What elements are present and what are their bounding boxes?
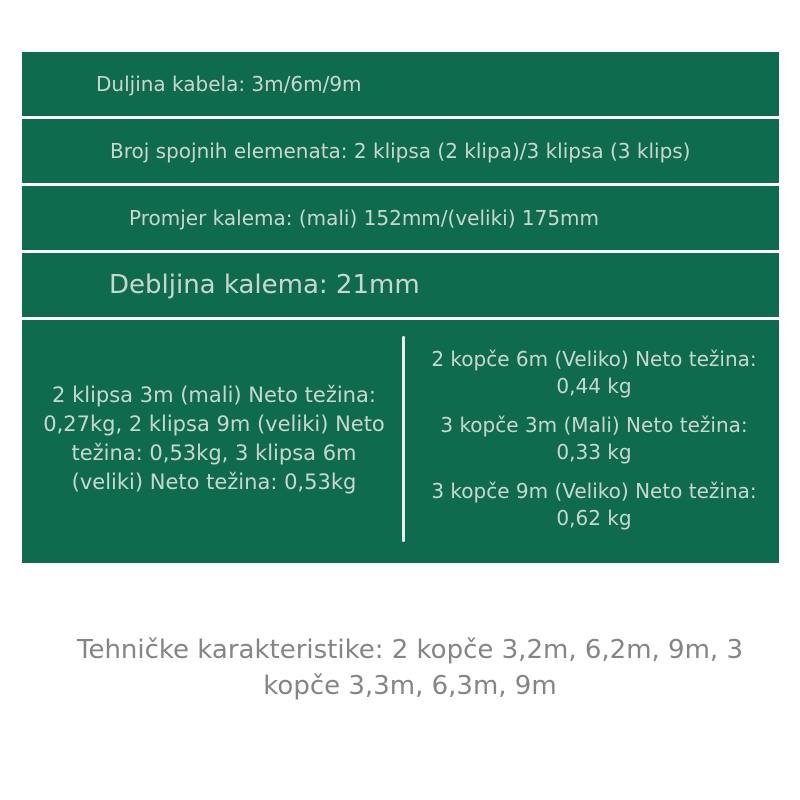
spec-row-label: Promjer kalema: (mali) 152mm/(veliki) 175mm — [129, 206, 600, 230]
spec-row-reel-thickness — [22, 253, 779, 317]
spec-row-net-weights — [22, 320, 779, 563]
spec-row-reel-diameter — [22, 186, 779, 250]
weights-right-list — [424, 346, 764, 544]
spec-row-cable-length — [22, 52, 779, 116]
spec-row-label: Duljina kabela: 3m/6m/9m — [96, 72, 362, 96]
technical-characteristics-note: Tehničke karakteristike: 2 kopče 3,2m, 6,2m, 9m, 3 kopče 3,3m, 6,3m, 9m — [76, 635, 743, 701]
spec-row-label: Broj spojnih elemenata: 2 klipsa (2 klipa)/3 klipsa (3 klips) — [110, 139, 691, 163]
spec-row-connectors — [22, 119, 779, 183]
weights-left-text: 2 klipsa 3m (mali) Neto težina: 0,27kg, 2 klipsa 9m (veliki) Neto težina: 0,53kg, 3 klipsa 6m (veliki) Neto težina: 0,53kg — [43, 383, 385, 494]
spec-row-label: Debljina kalema: 21mm — [109, 270, 420, 300]
weight-item: 2 kopče 6m (Veliko) Neto težina: 0,44 kg — [431, 347, 757, 398]
spec-table — [22, 52, 779, 563]
weight-item: 3 kopče 9m (Veliko) Neto težina: 0,62 kg — [431, 479, 757, 530]
weights-divider — [402, 336, 405, 542]
weight-item: 3 kopče 3m (Mali) Neto težina: 0,33 kg — [440, 413, 748, 464]
